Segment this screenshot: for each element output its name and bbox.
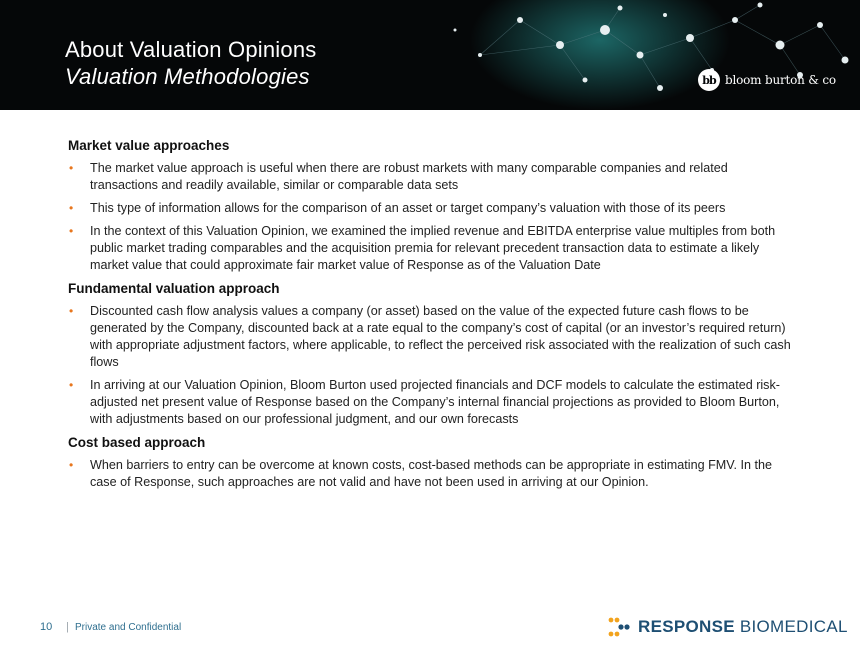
content-body bbox=[68, 137, 798, 497]
brand-name-light: BIOMEDICAL bbox=[739, 617, 848, 636]
bloom-burton-wordmark: bloom burton & co bbox=[725, 73, 836, 87]
section-heading: Fundamental valuation approach bbox=[68, 281, 280, 296]
bloom-burton-mark-icon: bb bbox=[698, 69, 720, 91]
confidential-label: Private and Confidential bbox=[75, 622, 182, 633]
list-item: • When barriers to entry can be overcome at known costs, cost-based methods can be appropriate in estimating FMV. In the case of Response, such approaches are not valid and have not been used in arriving at our Opinion. bbox=[69, 458, 773, 489]
section-cost-based bbox=[68, 434, 798, 491]
list-item: • This type of information allows for the comparison of an asset or target company’s valuation with those of its peers bbox=[69, 201, 726, 215]
bullet-dot-icon: • bbox=[69, 224, 74, 238]
list-item: • In arriving at our Valuation Opinion, Bloom Burton used projected financials and DCF models to calculate the estimated risk-adjusted net present value of Response based on the Company’s internal financial projections as provided to Bloom Burton, with adjustments based on our professional judgment, and our own forecasts bbox=[69, 378, 780, 426]
bullet-dot-icon: • bbox=[69, 304, 74, 318]
section-heading: Market value approaches bbox=[68, 138, 230, 153]
bloom-burton-logo bbox=[698, 69, 836, 91]
response-biomedical-mark-icon bbox=[608, 616, 632, 638]
list-item: • Discounted cash flow analysis values a company (or asset) based on the value of the expected future cash flows to be generated by the Company, discounted back at a rate equal to the company’s cost of capital (or an investor’s required return) with appropriate adjustment factors, where applicable, to reflect the perceived risk associated with the realization of such cash flows bbox=[69, 304, 791, 369]
brand-name-bold: RESPONSE bbox=[638, 617, 735, 636]
bullet-dot-icon: • bbox=[69, 378, 74, 392]
bullet-dot-icon: • bbox=[69, 458, 74, 472]
header-banner bbox=[0, 0, 860, 110]
bullet-dot-icon: • bbox=[69, 161, 74, 175]
page-subtitle: Valuation Methodologies bbox=[65, 64, 310, 89]
response-biomedical-logo bbox=[608, 616, 848, 638]
page-number: 10 bbox=[40, 621, 53, 633]
list-item: • The market value approach is useful when there are robust markets with many comparable companies and related transactions and readily available, similar or comparable data sets bbox=[69, 161, 728, 192]
section-fundamental-valuation bbox=[68, 280, 798, 428]
footer-separator: | bbox=[66, 621, 69, 633]
section-heading: Cost based approach bbox=[68, 435, 206, 450]
list-item: • In the context of this Valuation Opinion, we examined the implied revenue and EBITDA enterprise value multiples from both public market trading comparables and the acquisition premia for relevant precedent transaction data to estimate a likely market value that could approximate fair market value of Response as of the Valuation Date bbox=[69, 224, 776, 272]
page-title: About Valuation Opinions bbox=[65, 37, 317, 62]
section-market-value bbox=[68, 137, 798, 274]
bullet-dot-icon: • bbox=[69, 201, 74, 215]
